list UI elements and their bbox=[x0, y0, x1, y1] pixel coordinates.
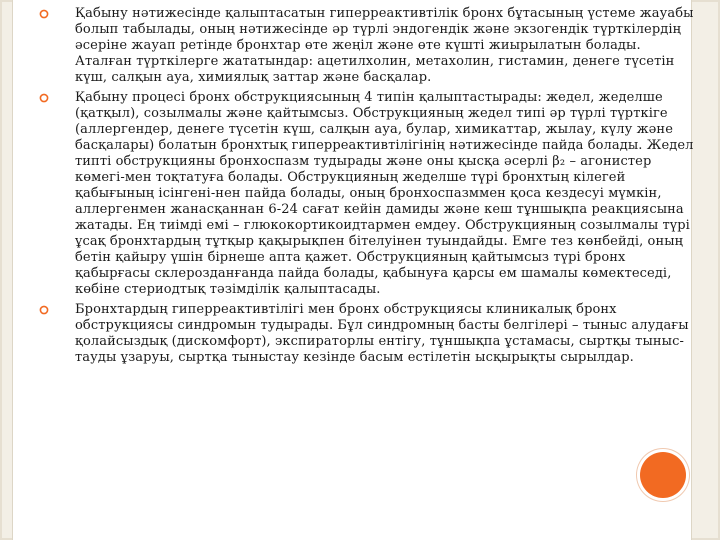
ring-bullet-icon bbox=[39, 9, 49, 19]
content-panel bbox=[12, 0, 692, 540]
bullet-text-2: Қабыну процесі бронх обструкциясының 4 типін қалыптастырады: жедел, жеделше (қатқыл), созылмалы және қайтымсыз. Обструкцияның жедел типі әр түрлі түрткіге (аллергендер, денеге түсетін күш, салқын ауа, булар, химикаттар, жылау, күлу және басқалары) болатын бронхтық гиперреактивтілігінің нәтижесінде пайда болады. Жедел типті обструкцияны бронхоспазм тудырады және оны қысқа әсерлі β₂ – агонистер көмегі-мен тоқтатуға болады. Обструкцияның жеделше түрі бронхтың кілегей қабығының ісінгені-нен пайда болады, оның бронхоспазммен қоса кездесуі мүмкін, аллергенмен жанасқаннан 6-24 сағат кейін дамиды және кеш тұншықпа реакциясына жатады. Ең тиімді емі – глюкокортикоидтармен емдеу. Обструкцияның созылмалы түрі ұсақ бронхтардың тұтқыр қақырықпен бітелуінен туындайды. Емге тез көнбейді, оның бетін қайыру үшін бірнеше апта қажет. Обструкцияның қайтымсыз түрі бронх қабырғасы склерозданғанда пайда болады, қабынуға қарсы ем шамалы көмектеседі, көбіне стериодтық тәзімділік қалыптасады. bbox=[75, 90, 694, 297]
bullet-list bbox=[35, 6, 695, 370]
bullet-text-1: Қабыну нәтижесінде қалыптасатын гиперреактивтілік бронх бұтасының үстеме жауабы болып табылады, оның нәтижесінде әр түрлі эндогендік және экзогендік түрткілердің әсеріне жауап ретінде бронхтар өте жеңіл және өте күшті жиырылатын болады. Аталған түрткілерге жататындар: ацетилхолин, метахолин, гистамин, денеге түсетін күш, салқын ауа, химиялық заттар және басқалар. bbox=[75, 6, 694, 85]
bullet-item-1 bbox=[35, 6, 695, 86]
ring-bullet-icon bbox=[39, 305, 49, 315]
decorative-orange-circle bbox=[640, 452, 686, 498]
bullet-item-2 bbox=[35, 90, 695, 298]
ring-bullet-icon bbox=[39, 93, 49, 103]
bullet-text-3: Бронхтардың гиперреактивтілігі мен бронх обструкциясы клиникалық бронх обструкциясы синдромын тудырады. Бұл синдромның басты белгілері – тыныс алудағы қолайсыздық (дискомфорт), экспираторлы ентігу, тұншықпа ұстамасы, сыртқы тыныс-тауды ұзаруы, сыртқа тыныстау кезінде басым естілетін ысқырықты сырылдар. bbox=[75, 302, 689, 365]
bullet-item-3 bbox=[35, 302, 695, 366]
